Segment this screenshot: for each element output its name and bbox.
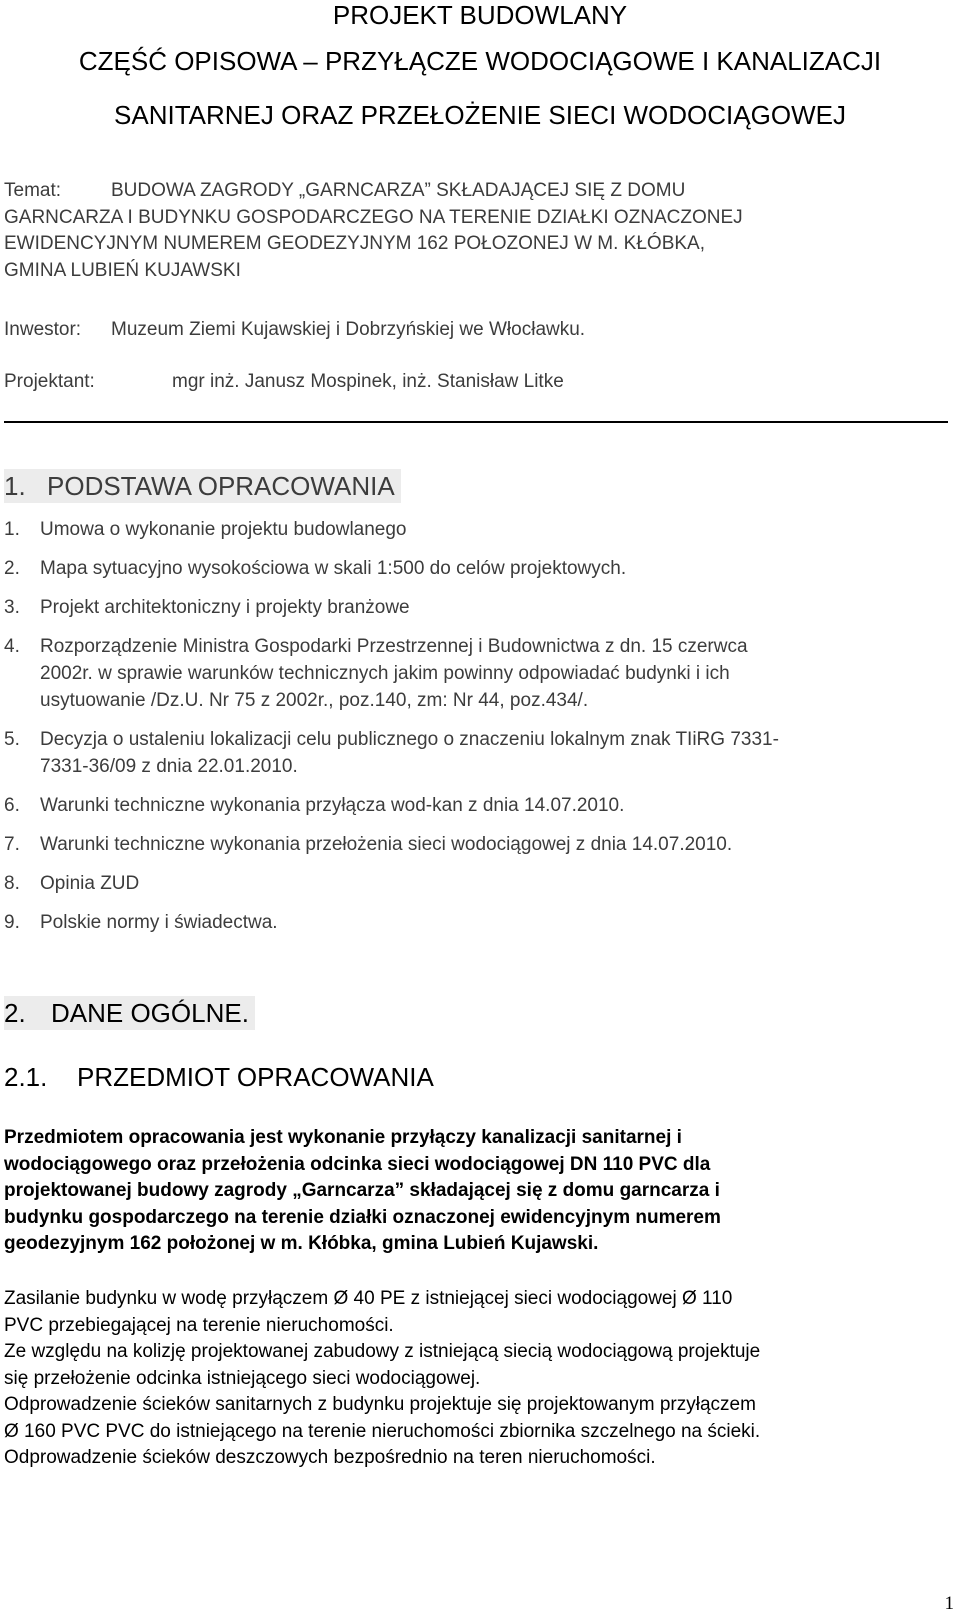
list-item-text: Warunki techniczne wykonania przyłącza wod-kan z dnia 14.07.2010.	[40, 795, 625, 816]
list-item	[4, 870, 954, 909]
list-item	[4, 594, 954, 633]
topic-text-1: BUDOWA ZAGRODY „GARNCARZA” SKŁADAJĄCEJ SIĘ Z DOMU	[111, 180, 686, 201]
list-item-number: 4.	[4, 636, 20, 657]
topic-label: Temat:	[4, 180, 62, 201]
topic-line-4: GMINA LUBIEŃ KUJAWSKI	[4, 259, 241, 281]
list-item-number: 1.	[4, 519, 20, 540]
investor-value: Muzeum Ziemi Kujawskiej i Dobrzyńskiej we Włocławku.	[111, 319, 586, 340]
document-subtitle-line-1: CZĘŚĆ OPISOWA – PRZYŁĄCZE WODOCIĄGOWE I KANALIZACJI	[78, 46, 882, 76]
paragraph-line: Zasilanie budynku w wodę przyłączem Ø 40 PE z istniejącej sieci wodociągowej Ø 110	[4, 1288, 733, 1309]
list-item-text: Polskie normy i świadectwa.	[40, 912, 278, 933]
topic-block	[4, 178, 944, 284]
paragraph-line: PVC przebiegającej na terenie nieruchomości.	[4, 1314, 394, 1336]
list-item-number: 6.	[4, 795, 20, 816]
list-item-text: 7331-36/09 z dnia 22.01.2010.	[40, 756, 298, 777]
section-2-1-number: 2.1.	[4, 1062, 48, 1092]
horizontal-rule	[4, 421, 948, 423]
list-item-text: usytuowanie /Dz.U. Nr 75 z 2002r., poz.140, zm: Nr 44, poz.434/.	[40, 690, 589, 711]
list-item-number: 8.	[4, 873, 20, 894]
topic-line-2: GARNCARZA I BUDYNKU GOSPODARCZEGO NA TERENIE DZIAŁKI OZNACZONEJ	[4, 206, 743, 228]
description-paragraph	[4, 1286, 949, 1472]
paragraph-line: wodociągowego oraz przełożenia odcinka sieci wodociągowej DN 110 PVC dla	[4, 1153, 711, 1175]
investor-row	[4, 318, 585, 342]
list-item-number: 9.	[4, 912, 20, 933]
list-item	[4, 555, 954, 594]
document-subtitle-line-2: SANITARNEJ ORAZ PRZEŁOŻENIE SIECI WODOCIĄGOWEJ	[114, 100, 846, 130]
list-item-text: Opinia ZUD	[40, 873, 140, 894]
basis-list	[4, 516, 954, 948]
document-title: PROJEKT BUDOWLANY	[332, 0, 628, 30]
paragraph-line: projektowanej budowy zagrody „Garncarza” składającej się z domu garncarza i	[4, 1180, 720, 1201]
paragraph-line: Odprowadzenie ścieków deszczowych bezpośrednio na teren nieruchomości.	[4, 1447, 656, 1468]
list-item	[4, 633, 954, 726]
list-item-number: 3.	[4, 597, 20, 618]
list-item-number: 5.	[4, 729, 20, 750]
paragraph-line: Przedmiotem opracowania jest wykonanie przyłączy kanalizacji sanitarnej i	[4, 1127, 682, 1148]
section-2-heading	[4, 996, 255, 1030]
list-item	[4, 831, 954, 870]
page-number: 1	[944, 1593, 954, 1614]
list-item	[4, 909, 954, 948]
topic-line-3: EWIDENCYJNYM NUMEREM GEODEZYJNYM 162 POŁOZONEJ W M. KŁÓBKA,	[4, 233, 705, 254]
list-item	[4, 516, 954, 555]
investor-label: Inwestor:	[4, 319, 82, 340]
list-item-text: Warunki techniczne wykonania przełożenia sieci wodociągowej z dnia 14.07.2010.	[40, 834, 733, 855]
section-2-1-heading	[4, 1060, 434, 1094]
paragraph-line: Odprowadzenie ścieków sanitarnych z budynku projektuje się projektowanym przyłączem	[4, 1394, 756, 1415]
subject-paragraph	[4, 1125, 944, 1258]
list-item-number: 2.	[4, 558, 20, 579]
list-item-text: Mapa sytuacyjno wysokościowa w skali 1:500 do celów projektowych.	[40, 558, 627, 579]
list-item-text: Rozporządzenie Ministra Gospodarki Przestrzennej i Budownictwa z dn. 15 czerwca	[40, 636, 748, 657]
section-2-1-title: PRZEDMIOT OPRACOWANIA	[77, 1062, 434, 1092]
list-item-text: Projekt architektoniczny i projekty branżowe	[40, 597, 410, 618]
designer-label: Projektant:	[4, 371, 95, 392]
paragraph-line: Ø 160 PVC PVC do istniejącego na terenie nieruchomości zbiornika szczelnego na ścieki.	[4, 1420, 761, 1442]
section-1-title: PODSTAWA OPRACOWANIA	[47, 471, 395, 501]
paragraph-line: geodezyjnym 162 położonej w m. Kłóbka, gmina Lubień Kujawski.	[4, 1233, 599, 1254]
paragraph-line: Ze względu na kolizję projektowanej zabudowy z istniejącą siecią wodociągową projektuje	[4, 1341, 761, 1362]
topic-line-1	[4, 178, 944, 205]
section-2-number: 2.	[4, 998, 26, 1028]
designer-row	[4, 370, 564, 394]
designer-value: mgr inż. Janusz Mospinek, inż. Stanisław Litke	[172, 371, 564, 392]
list-item	[4, 726, 954, 792]
section-1-number: 1.	[4, 471, 26, 501]
list-item-number: 7.	[4, 834, 20, 855]
list-item-text: Decyzja o ustaleniu lokalizacji celu publicznego o znaczeniu lokalnym znak TIiRG 7331-	[40, 729, 779, 750]
section-2-title: DANE OGÓLNE.	[51, 998, 249, 1028]
list-item-text: Umowa o wykonanie projektu budowlanego	[40, 519, 407, 540]
list-item	[4, 792, 954, 831]
paragraph-line: budynku gospodarczego na terenie działki oznaczonej ewidencyjnym numerem	[4, 1206, 721, 1228]
section-1-heading	[4, 469, 401, 503]
list-item-text: 2002r. w sprawie warunków technicznych jakim powinny odpowiadać budynki i ich	[40, 663, 730, 684]
paragraph-line: się przełożenie odcinka istniejącego sieci wodociągowej.	[4, 1367, 481, 1389]
